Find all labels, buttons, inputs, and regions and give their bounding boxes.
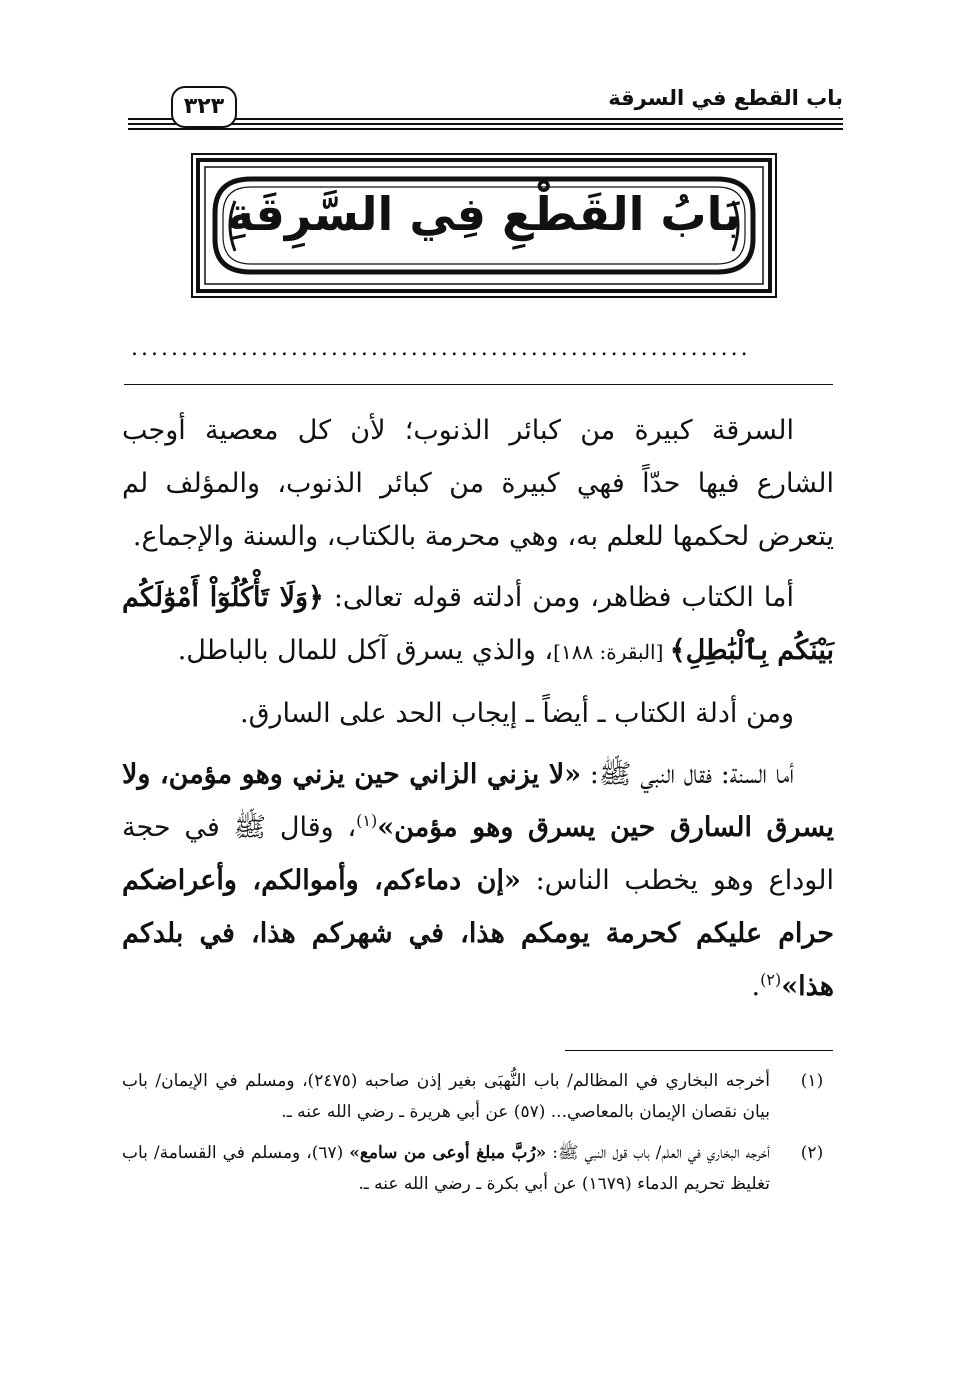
footnote-marker: (١) <box>356 811 378 830</box>
verse-reference: [البقرة: ١٨٨] <box>553 640 670 664</box>
quran-verse: ﴿وَلَا تَأْكُلُوٓاْ أَمْوَٰلَكُم بَيْنَكُم بِٱلْبَٰطِلِ﴾ <box>122 582 834 666</box>
paragraph-intro: أما السنة: فقال النبي ﷺ: <box>581 759 794 790</box>
footnote-number: (٢) <box>800 1143 824 1163</box>
footnote-hadith: «رُبَّ مبلغ أوعى من سامع» <box>349 1143 547 1163</box>
footnote-marker: (٢) <box>760 970 782 989</box>
body-text <box>122 404 834 1013</box>
paragraph-text: ، وقال ﷺ في حجة الوداع وهو يخطب الناس: <box>122 812 834 896</box>
chapter-title: بَابُ القَطْعِ فِي السَّرِقَةِ <box>226 187 742 241</box>
running-title: باب القطع في السرقة <box>608 86 843 110</box>
paragraph: ومن أدلة الكتاب ـ أيضاً ـ إيجاب الحد على السارق. <box>239 698 794 729</box>
section-divider <box>124 384 833 385</box>
footnote-number: (١) <box>800 1071 824 1091</box>
footnotes <box>122 1066 834 1210</box>
footnote <box>122 1066 834 1128</box>
paragraph: السرقة كبيرة من كبائر الذنوب؛ لأن كل معصية أوجب الشارع فيها حدّاً فهي كبيرة من كبائر الذنوب، والمؤلف لم يتعرض لحكمها للعلم به، وهي محرمة بالكتاب، والسنة والإجماع. <box>122 415 834 552</box>
paragraph-intro: أما الكتاب فظاهر، ومن أدلته قوله تعالى: <box>323 582 794 613</box>
hadith-text: «لا يزني الزاني حين يزني وهو مؤمن، ولا يسرق السارق حين يسرق وهو مؤمن» <box>122 759 834 843</box>
chapter-title-frame <box>191 153 777 298</box>
hadith-text: «إن دماءكم، وأموالكم، وأعراضكم حرام عليكم كحرمة يومكم هذا، في شهركم هذا، في بلدكم هذا» <box>122 865 834 1002</box>
footnote-text: أخرجه البخاري في المظالم/ باب النُّهبَى بغير إذن صاحبه (٢٤٧٥)، ومسلم في الإيمان/ باب بيان نقصان الإيمان بالمعاصي... (٥٧) عن أبي هريرة ـ رضي الله عنه ـ. <box>122 1071 770 1122</box>
paragraph-text: . <box>751 971 761 1002</box>
footnote-divider <box>565 1050 833 1051</box>
paragraph <box>122 748 834 1013</box>
paragraph <box>122 571 834 679</box>
paragraph-text: ، والذي يسرق آكل للمال بالباطل. <box>177 635 554 666</box>
page-number: ٣٢٣ <box>171 86 237 128</box>
footnote <box>122 1138 834 1200</box>
footnote-text: (٦٧)، ومسلم في القسامة/ باب تغليظ تحريم الدماء (١٦٧٩) عن أبي بكرة ـ رضي الله عنه ـ. <box>122 1143 770 1194</box>
footnote-text: أخرجه البخاري في العلم/ باب قول النبي ﷺ: <box>546 1143 771 1163</box>
commentary-dotted-line: .............................................................. <box>131 338 751 360</box>
